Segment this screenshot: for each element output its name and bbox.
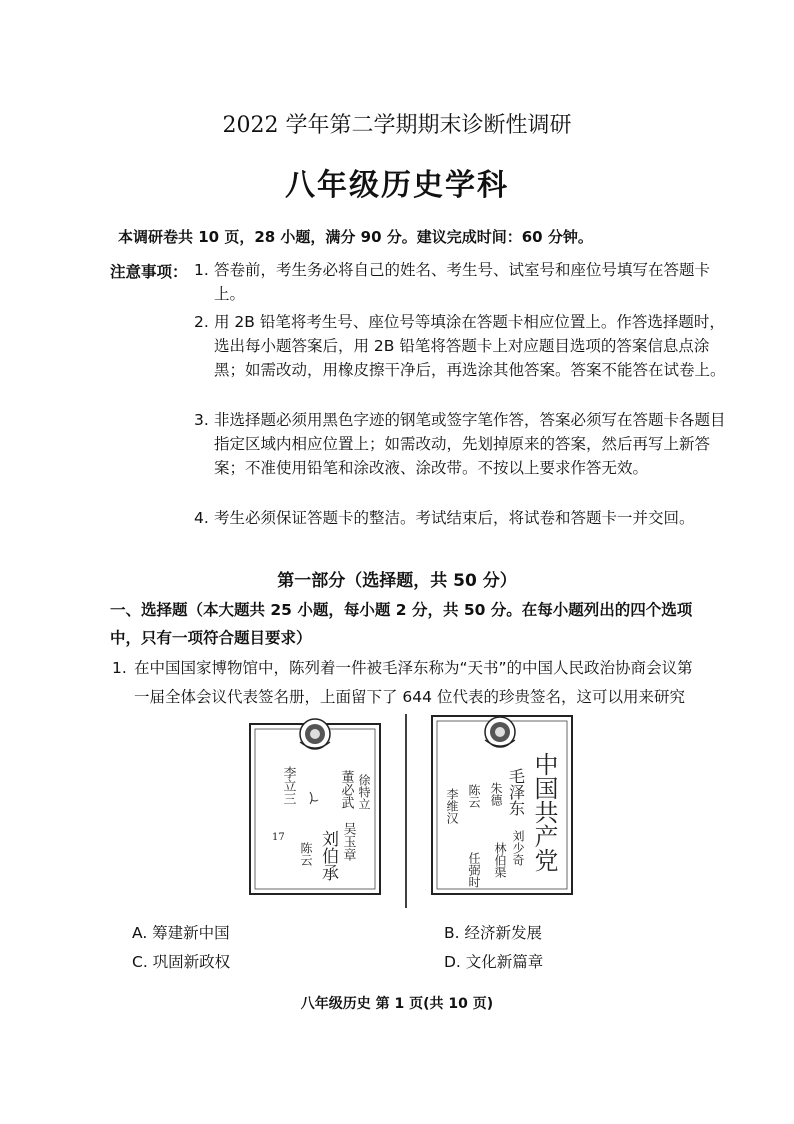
signature-book-figure — [248, 712, 580, 910]
notice-item-number: 3. — [194, 411, 209, 429]
notice-item-3 — [194, 408, 739, 504]
left-emblem-icon — [300, 719, 330, 749]
section-heading: 一、选择题（本大题共 25 小题，每小题 2 分，共 50 分。在每小题列出的四个选项中，只有一项符合题目要求） — [110, 601, 693, 647]
signature: 李维汉 — [445, 788, 459, 824]
question-text: 在中国国家博物馆中，陈列着一件被毛泽东称为“天书”的中国人民政治协商会议第一届全体会议代表签名册，上面留下了 644 位代表的珍贵签名，这可以用来研究 — [134, 659, 693, 706]
signature: 朱德 — [489, 782, 503, 806]
signature: 刘伯承 — [318, 830, 338, 881]
notice-item-number: 2. — [194, 313, 209, 331]
signature: 毛泽东 — [506, 768, 526, 816]
signature: 任弼时 — [467, 852, 481, 888]
option-a[interactable]: A. 筹建新中国 — [132, 924, 230, 942]
notice-item-4 — [194, 506, 739, 532]
notice-item-2 — [194, 310, 739, 406]
signature: 陈云 — [299, 842, 313, 866]
option-b[interactable]: B. 经济新发展 — [444, 924, 542, 942]
signature-mark: 17 — [272, 832, 285, 843]
notice-item-text: 用 2B 铅笔将考生号、座位号等填涂在答题卡相应位置上。作答选择题时，选出每小题答案后，用 2B 铅笔将答题卡上对应题目选项的答案信息点涂黑；如需改动，用橡皮擦干净后，再选涂其他答案。答案不能答在试卷上。 — [214, 313, 726, 379]
notice-item-text: 答卷前，考生务必将自己的姓名、考生号、试室号和座位号填写在答题卡上。 — [214, 261, 711, 303]
notice-item-number: 4. — [194, 509, 209, 527]
signature: 李立三 — [280, 766, 296, 805]
subject-title: 八年级历史学科 — [285, 168, 509, 203]
notice-item-number: 1. — [194, 261, 209, 279]
exam-intro: 本调研卷共 10 页，28 小题，满分 90 分。建议完成时间：60 分钟。 — [118, 228, 593, 246]
signature: 吴玉章 — [340, 822, 356, 861]
notice-item-1 — [194, 258, 739, 308]
notice-label: 注意事项： — [110, 263, 188, 281]
signature-book-image — [248, 712, 580, 910]
right-emblem-icon — [485, 717, 515, 747]
notice-item-text: 非选择题必须用黑色字迹的钢笔或签字笔作答，答案必须写在答题卡各题目指定区域内相应位置上；如需改动，先划掉原来的答案，然后再写上新答案；不准使用铅笔和涂改液、涂改带。不按以上要求作答无效。 — [214, 411, 726, 477]
signature: 中国共产党 — [530, 752, 558, 872]
exam-title: 2022 学年第二学期期末诊断性调研 — [222, 113, 572, 138]
signature: 陈云 — [467, 784, 481, 808]
signature: 刘少奇 — [511, 830, 525, 866]
option-d[interactable]: D. 文化新篇章 — [444, 953, 544, 971]
question-number: 1. — [112, 659, 127, 677]
page-footer: 八年级历史 第 1 页(共 10 页) — [300, 996, 494, 1012]
signature: 林伯渠 — [493, 842, 507, 878]
notice-item-text: 考生必须保证答题卡的整洁。考试结束后，将试卷和答题卡一并交回。 — [214, 509, 695, 527]
signature: 徐特立 — [357, 774, 371, 810]
part-one-title: 第一部分（选择题，共 50 分） — [277, 571, 517, 591]
signature: 董必武 — [338, 770, 354, 809]
option-c[interactable]: C. 巩固新政权 — [132, 953, 231, 971]
